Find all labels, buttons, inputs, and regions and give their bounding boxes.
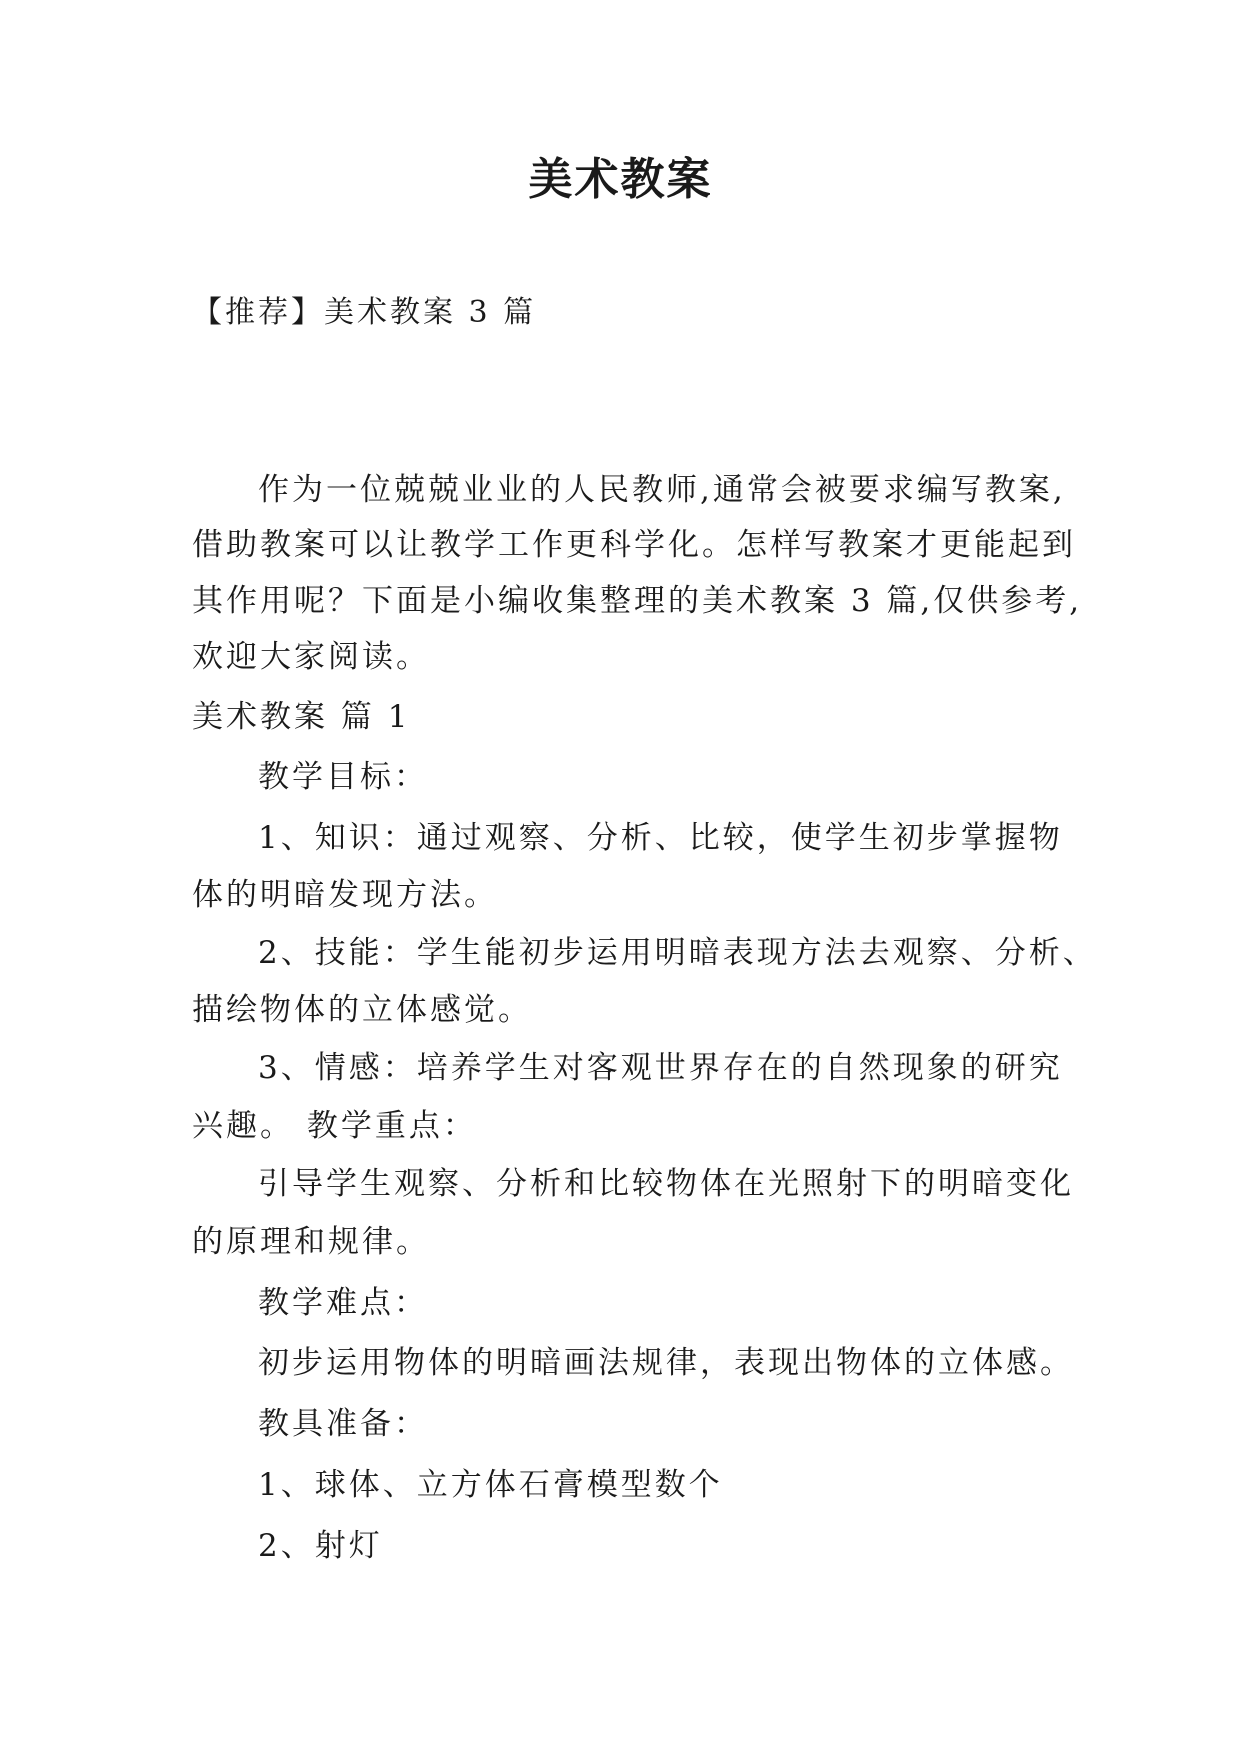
text-line: 1、知识：通过观察、分析、比较，使学生初步掌握物 [258, 820, 1063, 856]
text-line: 描绘物体的立体感觉。 [192, 992, 532, 1028]
text-line: 3、情感：培养学生对客观世界存在的自然现象的研究 [258, 1050, 1063, 1086]
text-line: 1、球体、立方体石膏模型数个 [258, 1467, 723, 1503]
document-subtitle: 【推荐】美术教案 3 篇 [192, 295, 537, 330]
text-line: 教学难点： [258, 1285, 428, 1321]
text-line: 欢迎大家阅读。 [192, 639, 430, 675]
text-line: 教学目标： [258, 759, 428, 795]
document-title: 美术教案 [528, 154, 713, 205]
text-line: 教具准备： [258, 1406, 428, 1442]
text-line: 兴趣。 教学重点： [192, 1108, 477, 1144]
text-line: 借助教案可以让教学工作更科学化。怎样写教案才更能起到 [192, 527, 1076, 563]
text-line: 引导学生观察、分析和比较物体在光照射下的明暗变化 [258, 1166, 1074, 1202]
text-line: 作为一位兢兢业业的人民教师,通常会被要求编写教案, [258, 472, 1066, 508]
section-heading: 美术教案 篇 1 [192, 699, 411, 735]
text-line: 初步运用物体的明暗画法规律，表现出物体的立体感。 [258, 1345, 1074, 1381]
text-line: 的原理和规律。 [192, 1224, 430, 1260]
text-line: 体的明暗发现方法。 [192, 877, 498, 913]
text-line: 2、射灯 [258, 1528, 383, 1564]
text-line: 其作用呢？下面是小编收集整理的美术教案 3 篇,仅供参考, [192, 583, 1083, 619]
text-line: 2、技能：学生能初步运用明暗表现方法去观察、分析、 [258, 935, 1097, 971]
